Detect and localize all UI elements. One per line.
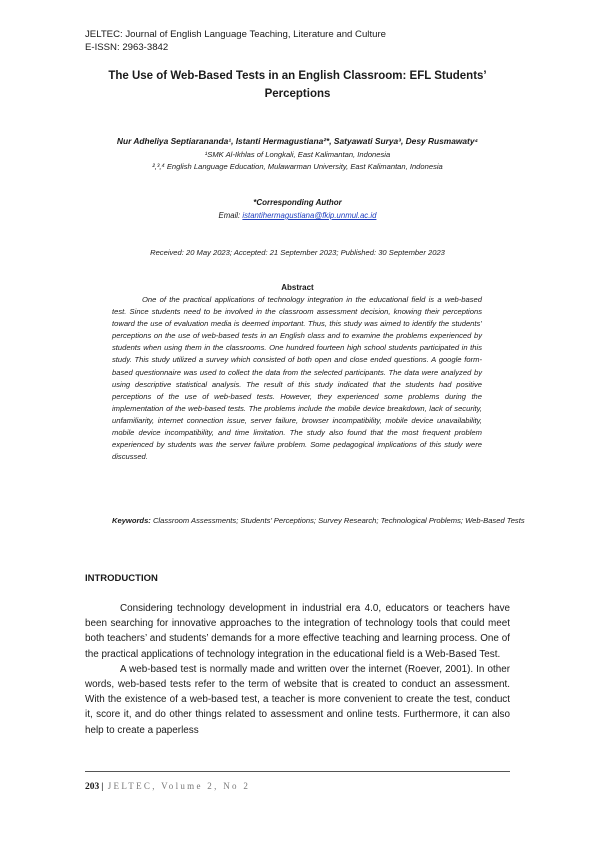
journal-header bbox=[85, 28, 386, 54]
introduction-body bbox=[85, 601, 510, 738]
affiliation-2: ²,³,⁴ English Language Education, Mulawarman University, East Kalimantan, Indonesia bbox=[152, 162, 443, 171]
footer-rule bbox=[85, 771, 510, 772]
paragraph: A web-based test is normally made and written over the internet (Roever, 2001). In other words, web-based tests refer to the term of website that is created to conduct an assessment. With the existence of a web-based test, a teacher is more convenient to create the test, conduct it, score it, and do other things related to assessment and online tests. Furthermore, it can also help to create a paperless bbox=[85, 663, 510, 736]
footer-journal: JELTEC, Volume 2, No 2 bbox=[107, 781, 251, 791]
paper-title: The Use of Web-Based Tests in an English Classroom: EFL Students’ Perceptions bbox=[108, 70, 487, 100]
page-number: 203 bbox=[85, 782, 100, 792]
email-line bbox=[60, 211, 535, 220]
keywords-label: Keywords: bbox=[112, 516, 151, 525]
abstract-heading: Abstract bbox=[281, 283, 314, 292]
footer-separator: | bbox=[101, 782, 104, 792]
affiliation-1: ¹SMK Al-Ikhlas of Longkali, East Kalimantan, Indonesia bbox=[204, 150, 391, 159]
issn: E-ISSN: 2963-3842 bbox=[85, 42, 169, 53]
paragraph: Considering technology development in industrial era 4.0, educators or teachers have been searching for innovative approaches to the integration of technology tools that could meet both teachers’ and students’ demands for a more effective teaching and learning process. One of the practical applications of technology integration in the educational field is a Web-Based Test. bbox=[85, 603, 510, 660]
publication-dates: Received: 20 May 2023; Accepted: 21 September 2023; Published: 30 September 2023 bbox=[150, 248, 445, 257]
keywords-text: Classroom Assessments; Students’ Perceptions; Survey Research; Technological Problems; Web-Based Tests bbox=[150, 516, 525, 525]
page-footer bbox=[85, 781, 250, 792]
corresponding-author-label: *Corresponding Author bbox=[253, 198, 342, 207]
email-link[interactable]: istantihermagustiana@fkip.unmul.ac.id bbox=[242, 211, 377, 220]
abstract-text: One of the practical applications of technology integration in the educational field is a web-based test. Since students need to be involved in the classroom assessment decision, knowing their perceptions toward the use of evaluation media is deemed important. Thus, this study was aimed to identify the students’ perceptions on the use of web-based tests in an English class and to examine the problems experienced by students when using them in the classrooms. One hundred fourteen high school students participated in this study. This study utilized a survey which consisted of both open and close ended questions. A google form-based questionnaire was used to collect the data from the selected participants. The data were analyzed by using descriptive statistical analysis. The result of this study indicated that the students had positive perceptions of the use of web-based tests. However, they experienced some problems during the implementation of the web-based tests. The problems include the mobile device breakdown, lack of security, unfamiliarity, internet connection issue, server failure, browser incompatibility, mobile device unavailability, mobile device incompatibility, and time limitation. The study also found that the most frequent problem experienced by students was the server failure problem. Some pedagogical implications of this study were discussed. bbox=[112, 295, 482, 462]
keywords bbox=[112, 515, 527, 528]
introduction-heading: INTRODUCTION bbox=[85, 573, 158, 584]
author-list: Nur Adheliya Septiarananda¹, Istanti Hermagustiana²*, Satyawati Surya³, Desy Rusmawaty⁴ bbox=[116, 136, 479, 146]
email-label: Email: bbox=[218, 211, 243, 220]
journal-name: JELTEC: Journal of English Language Teaching, Literature and Culture bbox=[85, 29, 386, 40]
